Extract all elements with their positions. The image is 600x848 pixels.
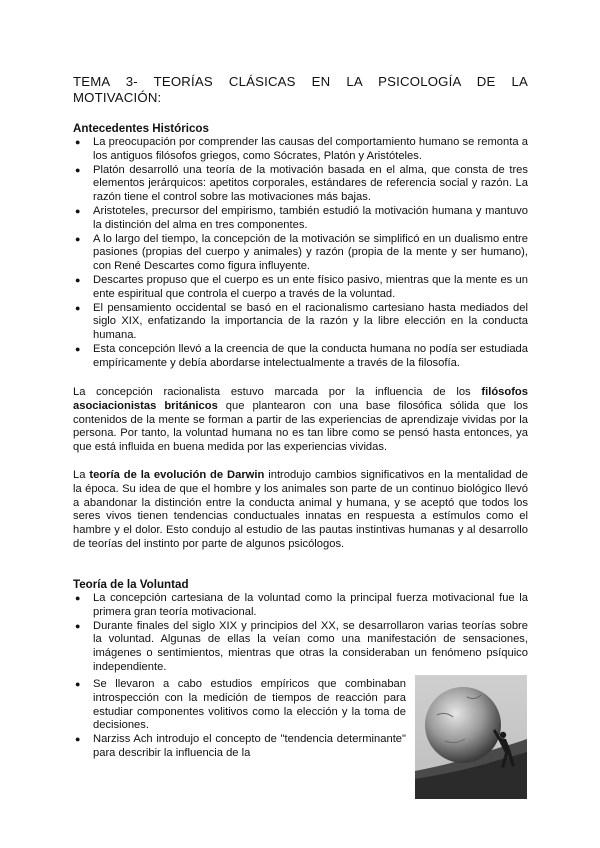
title-line-2: MOTIVACIÓN: xyxy=(73,90,162,105)
text: introdujo cambios significativos en la mentalidad de la época. Su idea de que el hombre y los animales son parte de un continuo biológico llevó a abandonar la distinción entre la conducta animal y humana, y se aceptó que todos los seres vivos tienen tendencias conductuales innatas en respuesta a estímulos como el hambre y el dolor. Esto condujo al estudio de las pautas instintivas humanas y al desarrollo de teorías del instinto por parte de algunos psicólogos. xyxy=(73,469,529,550)
list-item: ● El pensamiento occidental se basó en el racionalismo cartesiano hasta mediados del siglo XIX, enfatizando la importancia de la razón y la libre elección en la conducta humana. xyxy=(73,302,528,343)
list-item: ● La preocupación por comprender las causas del comportamiento humano se remonta a los antiguos filósofos griegos, como Sócrates, Platón y Aristóteles. xyxy=(73,136,528,164)
section-heading: Teoría de la Voluntad xyxy=(73,578,189,591)
bullet-list xyxy=(73,592,528,675)
paragraph-darwin xyxy=(73,469,528,552)
list-item: ● Platón desarrolló una teoría de la motivación basada en el alma, que consta de tres elementos jerárquicos: apetitos corporales, estándares de referencia social y razón. La razón tiene el control sobre las motivaciones más bajas. xyxy=(73,164,528,205)
list-item: ● A lo largo del tiempo, la concepción de la motivación se simplificó en un dualismo entre pasiones (propias del cuerpo y animales) y razón (propia de la mente y ser humano), con René Descartes como figura influyente. xyxy=(73,233,528,274)
text: que plantearon con una base filosófica sólida que los contenidos de la mente se forman a partir de las experiencias de aprendizaje vividas por la persona. Por tanto, la voluntad humana no es tan libre como se pensó hasta entonces, ya que está influida en buena medida por las experiencias vividas. xyxy=(73,399,528,454)
list-item: ● Se llevaron a cabo estudios empíricos que combinaban introspección con la medición de tiempos de reacción para estudiar componentes volitivos como la elección y la toma de decisiones. xyxy=(73,678,406,733)
sisyphus-image xyxy=(415,675,527,799)
list-item: ● Esta concepción llevó a la creencia de que la conducta humana no podía ser estudiada empíricamente y debía abordarse intelectualmente a través de la filosofía. xyxy=(73,343,528,371)
bullet-list xyxy=(73,136,528,371)
paragraph-asociacionistas xyxy=(73,386,528,455)
list-item: ● Narziss Ach introdujo el concepto de "tendencia determinante" para describir la influencia de la xyxy=(73,733,406,761)
text: La concepción racionalista estuvo marcada por la influencia de los xyxy=(73,386,482,398)
section-heading: Antecedentes Históricos xyxy=(73,122,209,135)
list-item: ● La concepción cartesiana de la voluntad como la principal fuerza motivacional fue la primera gran teoría motivacional. xyxy=(73,592,528,620)
list-item: ● Aristoteles, precursor del empirismo, también estudió la motivación humana y mantuvo la distinción del alma en tres componentes. xyxy=(73,205,528,233)
section-voluntad xyxy=(73,578,528,675)
section-antecedentes xyxy=(73,122,528,371)
section-voluntad-continued xyxy=(73,678,406,761)
bullet-list xyxy=(73,678,406,761)
title-line-1: TEMA 3- TEORÍAS CLÁSICAS EN LA PSICOLOGÍA DE LA xyxy=(73,74,528,89)
bold-text: filósofos asociacionistas británicos xyxy=(73,386,528,412)
text: La xyxy=(73,469,90,481)
list-item: ● Descartes propuso que el cuerpo es un ente físico pasivo, mientras que la mente es un ente espiritual que controla el cuerpo a través de la voluntad. xyxy=(73,274,528,302)
list-item: ● Durante finales del siglo XIX y principios del XX, se desarrollaron varias teorías sobre la voluntad. Algunas de ellas la veían como una manifestación de sensaciones, imágenes o sentimientos, mientras que otras la consideraban un fenómeno psíquico independiente. xyxy=(73,620,528,675)
document-title xyxy=(73,74,528,106)
bold-text: teoría de la evolución de Darwin xyxy=(89,469,265,481)
boulder-illustration xyxy=(415,675,527,799)
